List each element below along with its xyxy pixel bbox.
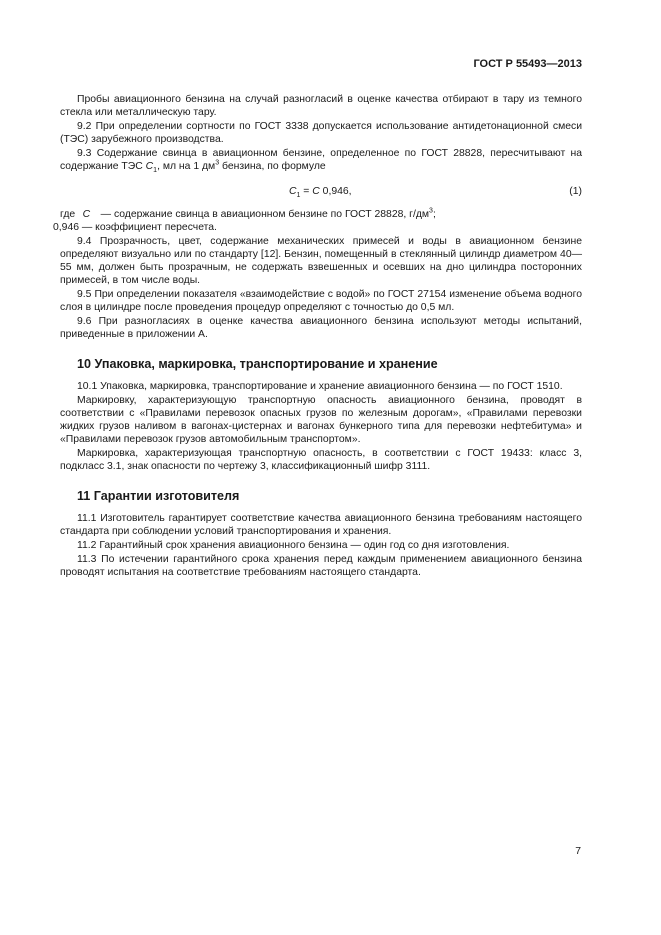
formula-lhs-var: C (289, 186, 297, 197)
document-header: ГОСТ Р 55493—2013 (473, 58, 582, 70)
where-symbol: C (82, 209, 91, 220)
formula-rhs-var: C (312, 186, 320, 197)
paragraph-9-6: 9.6 При разногласиях в оценке качества авиационного бензина используют методы испытаний, приведенные в приложении А. (60, 316, 582, 340)
coef-text: — коэффициент пересчета. (81, 222, 217, 233)
variable-c: C (145, 161, 154, 172)
formula-rhs-rest: 0,946, (319, 186, 352, 197)
where-text: — содержание свинца в авиационном бензине по ГОСТ 28828, г/дм (100, 209, 430, 220)
paragraph-9-2: 9.2 При определении сортности по ГОСТ 3338 допускается использование антидетонационной смеси (ТЭС) зарубежного производства. (60, 121, 582, 145)
paragraph-samples: Пробы авиационного бензина на случай разногласий в оценке качества отбирают в тару из темного стекла или металлическую тару. (60, 94, 582, 118)
section-11-title: 11 Гарантии изготовителя (77, 489, 240, 503)
subscript: 1 (153, 167, 158, 175)
where-tail: ; (432, 209, 436, 220)
document-body (53, 93, 582, 579)
paragraph-11-3: 11.3 По истечении гарантийного срока хранения перед каждым применением авиационного бензина проводят испытания на соответствие требованиям настоящего стандарта. (60, 554, 582, 578)
formula-expression (289, 185, 352, 198)
formula-1 (60, 185, 582, 198)
superscript: 3 (215, 159, 220, 167)
paragraph-10-1: 10.1 Упаковка, маркировка, транспортирование и хранение авиационного бензина — по ГОСТ 1510. (77, 381, 563, 392)
paragraph-9-4: 9.4 Прозрачность, цвет, содержание механических примесей и воды в авиационном бензине определяют визуально или по стандарту [12]. Бензин, помещенный в стеклянный цилиндр диаметром 40—55 мм, должен быть прозрачным, не содержать взвешенных и осевших на дно цилиндра посторонних примесей, в том числе воды. (60, 236, 582, 286)
formula-lhs-sub: 1 (296, 192, 301, 200)
paragraph-11-1: 11.1 Изготовитель гарантирует соответствие качества авиационного бензина требованиям настоящего стандарта при соблюдении условий транспортирования и хранения. (60, 513, 582, 537)
paragraph-10-marking: Маркировку, характеризующую транспортную опасность авиационного бензина, проводят в соответствии с «Правилами перевозок опасных грузов по железным дорогам», «Правилами перевозки жидких грузов наливом в вагонах-цистернах и вагонах бункерного типа для перевозки нефтебитума» и «Правилами перевозок грузов автомобильным транспортом». (60, 395, 582, 445)
text-fragment: , мл на 1 дм (157, 161, 216, 172)
text-fragment: 9.3 Содержание свинца в авиационном бензине, определенное по ГОСТ 28828, пересчитывают на содержание ТЭС (60, 148, 582, 172)
paragraph-10-hazard: Маркировка, характеризующая транспортную опасность, в соответствии с ГОСТ 19433: класс 3, подкласс 3.1, знак опасности по чертежу 3, классификационный шифр 3111. (60, 448, 582, 472)
where-line-1 (60, 208, 582, 221)
paragraph-9-3 (60, 147, 582, 173)
where-label: где (60, 209, 76, 220)
where-superscript: 3 (429, 207, 433, 215)
paragraph-9-5: 9.5 При определении показателя «взаимодействие с водой» по ГОСТ 27154 изменение объема водного слоя в цилиндре после проведения процедур определяют с точностью до 0,5 мл. (60, 289, 582, 313)
where-line-2 (53, 221, 582, 234)
paragraph-11-2: 11.2 Гарантийный срок хранения авиационного бензина — один год со дня изготовления. (77, 540, 510, 551)
page-number: 7 (575, 846, 581, 857)
formula-equals: = (300, 186, 313, 197)
text-fragment: бензина, по формуле (219, 161, 326, 172)
formula-number: (1) (569, 186, 582, 197)
section-10-title: 10 Упаковка, маркировка, транспортирование и хранение (77, 357, 438, 371)
coef-value: 0,946 (53, 222, 80, 233)
